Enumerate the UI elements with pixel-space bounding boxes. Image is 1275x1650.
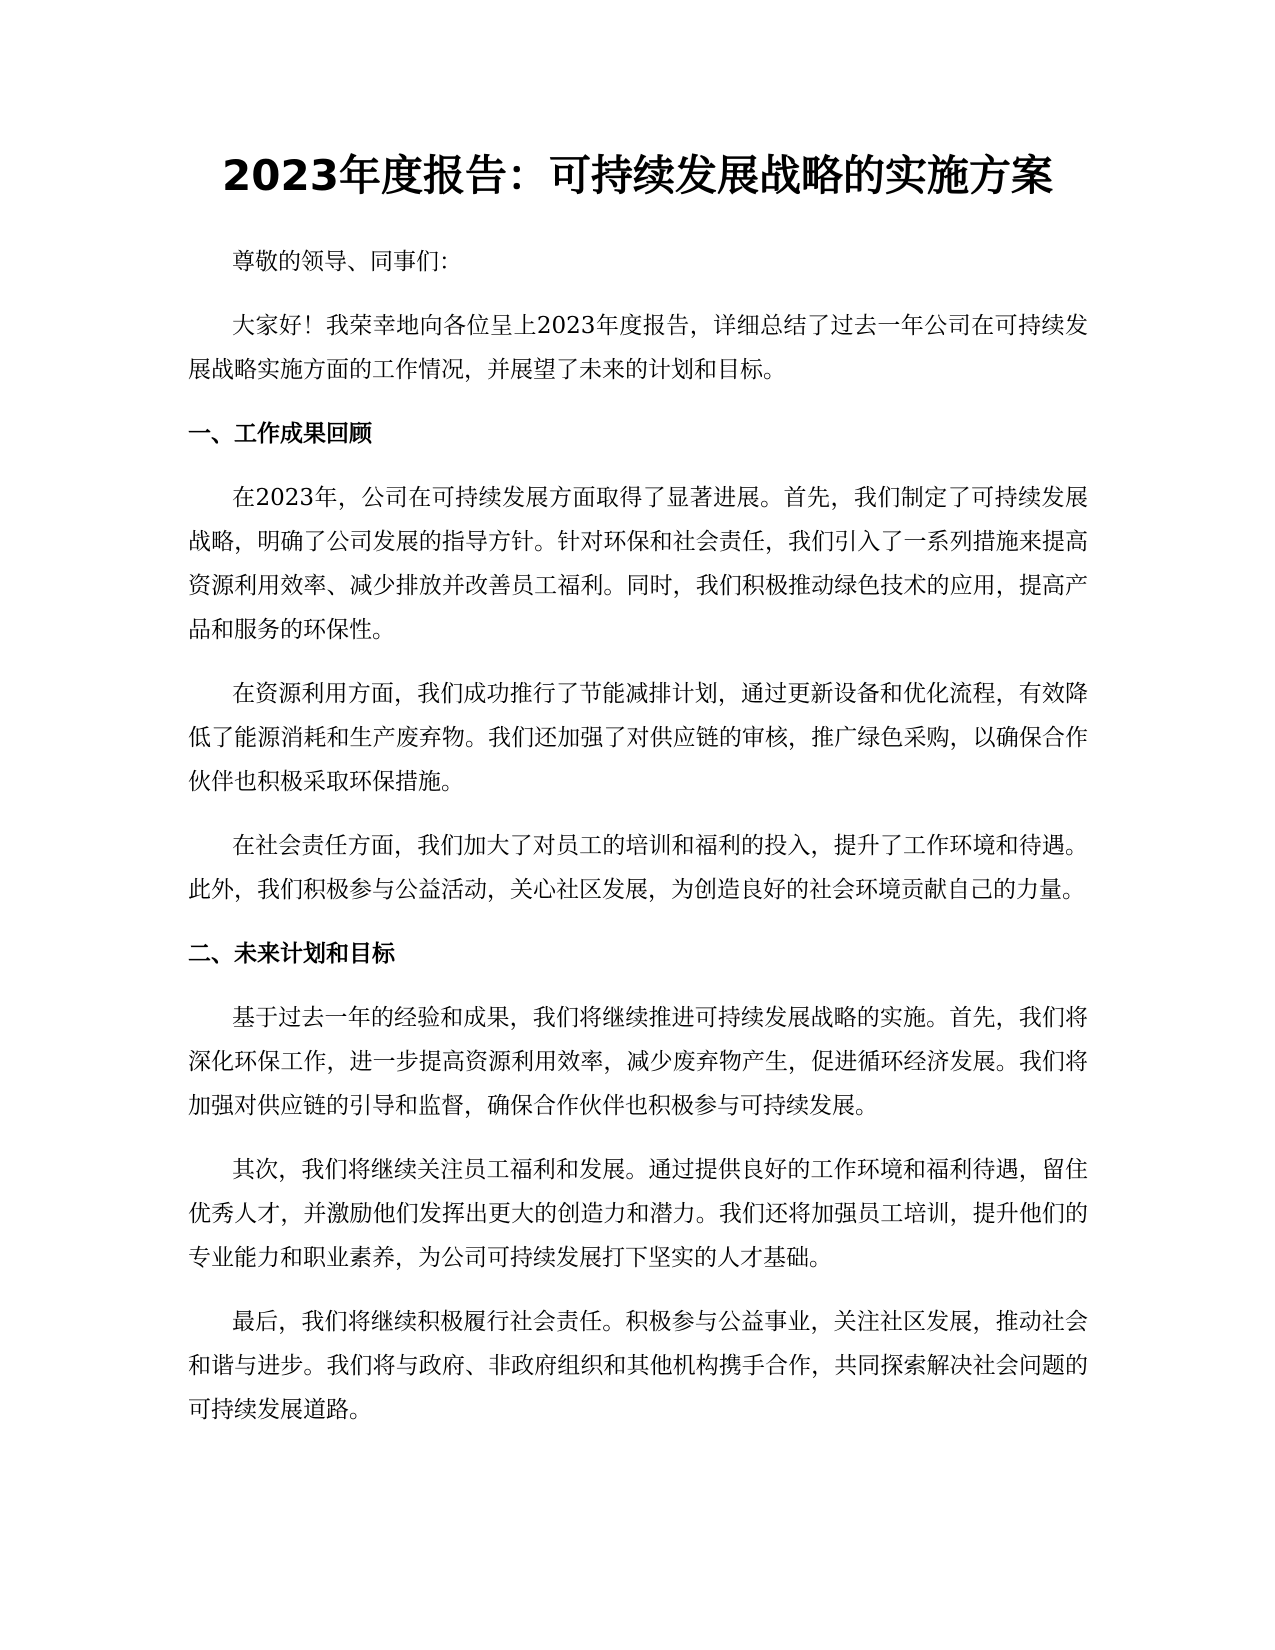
document-body bbox=[188, 240, 1088, 1452]
salutation: 尊敬的领导、同事们： bbox=[232, 249, 462, 275]
achievements-paragraph-2: 在资源利用方面，我们成功推行了节能减排计划，通过更新设备和优化流程，有效降低了能源消耗和生产废弃物。我们还加强了对供应链的审核，推广绿色采购，以确保合作伙伴也积极采取环保措施。 bbox=[188, 681, 1088, 795]
section-heading-achievements: 一、工作成果回顾 bbox=[188, 421, 372, 447]
achievements-paragraph-3: 在社会责任方面，我们加大了对员工的培训和福利的投入，提升了工作环境和待遇。此外，我们积极参与公益活动，关心社区发展，为创造良好的社会环境贡献自己的力量。 bbox=[188, 833, 1088, 903]
achievements-paragraph-1: 在2023年，公司在可持续发展方面取得了显著进展。首先，我们制定了可持续发展战略，明确了公司发展的指导方针。针对环保和社会责任，我们引入了一系列措施来提高资源利用效率、减少排放并改善员工福利。同时，我们积极推动绿色技术的应用，提高产品和服务的环保性。 bbox=[188, 485, 1088, 643]
intro-paragraph: 大家好！我荣幸地向各位呈上2023年度报告，详细总结了过去一年公司在可持续发展战略实施方面的工作情况，并展望了未来的计划和目标。 bbox=[188, 313, 1088, 383]
section-heading-future-plans: 二、未来计划和目标 bbox=[188, 941, 395, 967]
document-title: 2023年度报告：可持续发展战略的实施方案 bbox=[222, 151, 1053, 200]
plans-paragraph-3: 最后，我们将继续积极履行社会责任。积极参与公益事业，关注社区发展，推动社会和谐与进步。我们将与政府、非政府组织和其他机构携手合作，共同探索解决社会问题的可持续发展道路。 bbox=[188, 1309, 1088, 1423]
plans-paragraph-2: 其次，我们将继续关注员工福利和发展。通过提供良好的工作环境和福利待遇，留住优秀人才，并激励他们发挥出更大的创造力和潜力。我们还将加强员工培训，提升他们的专业能力和职业素养，为公司可持续发展打下坚实的人才基础。 bbox=[188, 1157, 1088, 1271]
plans-paragraph-1: 基于过去一年的经验和成果，我们将继续推进可持续发展战略的实施。首先，我们将深化环保工作，进一步提高资源利用效率，减少废弃物产生，促进循环经济发展。我们将加强对供应链的引导和监督，确保合作伙伴也积极参与可持续发展。 bbox=[188, 1005, 1088, 1119]
